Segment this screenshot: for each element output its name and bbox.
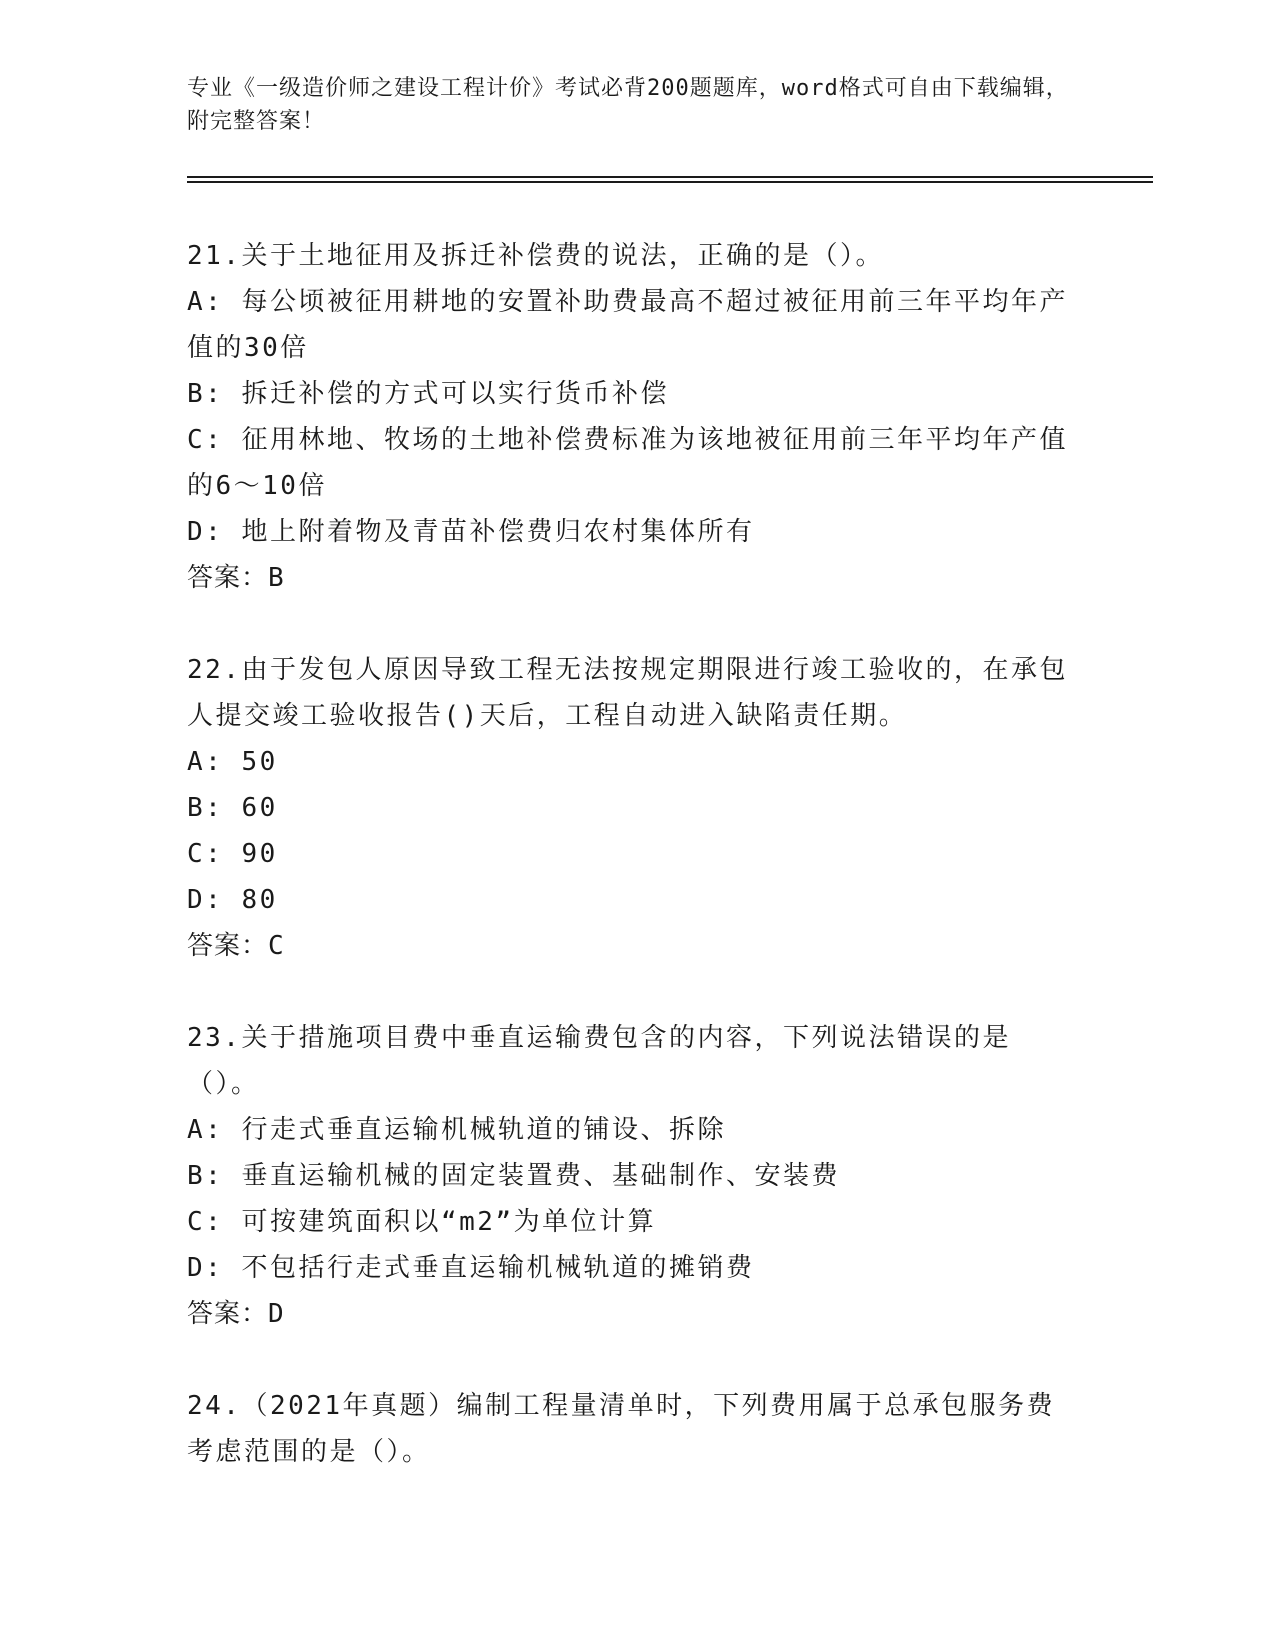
- question-stem: 22.由于发包人原因导致工程无法按规定期限进行竣工验收的，在承包人提交竣工验收报告()天后，工程自动进入缺陷责任期。: [187, 655, 1068, 731]
- answer-label: 答案：: [187, 931, 269, 961]
- option-d: D: 地上附着物及青苗补偿费归农村集体所有: [187, 517, 755, 547]
- header-text: 专业《一级造价师之建设工程计价》考试必背200题题库，word格式可自由下载编辑，附完整答案！: [187, 76, 1069, 134]
- document-header: [187, 72, 1087, 138]
- option-b: B: 垂直运输机械的固定装置费、基础制作、安装费: [187, 1161, 840, 1191]
- question-list: [187, 233, 1077, 1521]
- answer-label: 答案：: [187, 563, 269, 593]
- question-23: [187, 1015, 1077, 1337]
- answer-label: 答案：: [187, 1299, 269, 1329]
- answer-line: [187, 555, 1077, 601]
- answer-line: [187, 923, 1077, 969]
- option-b: B: 60: [187, 793, 278, 823]
- answer-value: D: [268, 1299, 285, 1329]
- option-d: D: 不包括行走式垂直运输机械轨道的摊销费: [187, 1253, 755, 1283]
- question-22: [187, 647, 1077, 969]
- question-stem: 24.（2021年真题）编制工程量清单时，下列费用属于总承包服务费考虑范围的是（）。: [187, 1391, 1056, 1467]
- question-21: [187, 233, 1077, 601]
- question-stem: 23.关于措施项目费中垂直运输费包含的内容，下列说法错误的是（）。: [187, 1023, 1011, 1099]
- option-c: C: 征用林地、牧场的土地补偿费标准为该地被征用前三年平均年产值的6～10倍: [187, 425, 1068, 501]
- answer-value: C: [268, 931, 285, 961]
- header-divider-bottom: [187, 181, 1153, 183]
- answer-value: B: [268, 563, 285, 593]
- question-24: [187, 1383, 1077, 1475]
- option-c: C: 90: [187, 839, 278, 869]
- option-d: D: 80: [187, 885, 278, 915]
- answer-line: [187, 1291, 1077, 1337]
- option-a: A: 50: [187, 747, 278, 777]
- option-a: A: 行走式垂直运输机械轨道的铺设、拆除: [187, 1115, 726, 1145]
- option-c: C: 可按建筑面积以“m2”为单位计算: [187, 1207, 657, 1237]
- header-divider-top: [187, 176, 1153, 178]
- question-stem: 21.关于土地征用及拆迁补偿费的说法，正确的是（）。: [187, 241, 884, 271]
- option-b: B: 拆迁补偿的方式可以实行货币补偿: [187, 379, 669, 409]
- option-a: A: 每公顷被征用耕地的安置补助费最高不超过被征用前三年平均年产值的30倍: [187, 287, 1068, 363]
